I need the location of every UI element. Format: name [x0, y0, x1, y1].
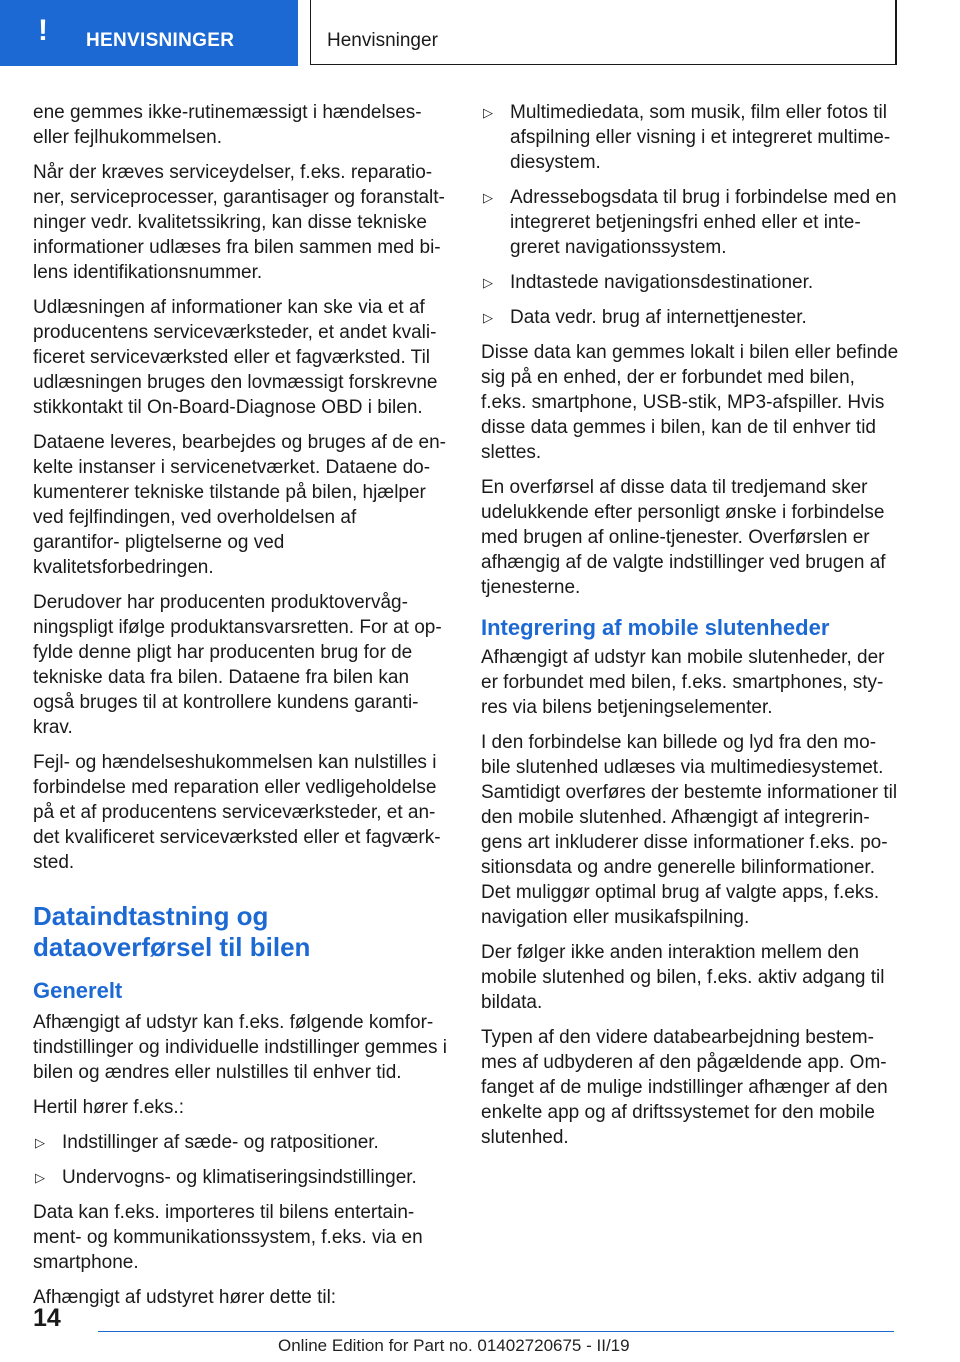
list-item-text: Undervogns- og klimatiseringsindstillinger. [62, 1167, 417, 1188]
footer-divider [98, 1331, 894, 1332]
list-item-text: Data vedr. brug af internettjenester. [510, 307, 807, 328]
paragraph: Data kan f.eks. importeres til bilens entertain‐ ment- og kommunikationssystem, f.eks. via en smartphone. [33, 1202, 423, 1273]
paragraph: Afhængigt af udstyret hører dette til: [33, 1287, 337, 1308]
list-item [481, 100, 899, 175]
chapter-title-box [310, 0, 897, 65]
triangle-bullet-icon: ▷ [35, 1170, 45, 1185]
paragraph: Udlæsningen af informationer kan ske via et af producentens serviceværksteder, et andet kvali‐ ficeret serviceværksted eller et fagværksted. Til udlæsningen bruges den lovmæssigt forskrevne stikkontakt til On-Board-Diagnose OBD i bilen. [33, 297, 438, 418]
list-item-text: Adressebogsdata til brug i forbindelse med en integreret betjeningsfri enhed eller et inte‐ greret navigationssystem. [510, 187, 897, 258]
section-tab-label: HENVISNINGER [86, 30, 235, 51]
paragraph: Afhængigt af udstyr kan mobile slutenheder, der er forbundet med bilen, f.eks. smartphones, sty‐ res via bilens betjeningselementer. [481, 647, 885, 718]
list-item-text: Indtastede navigationsdestinationer. [510, 272, 814, 293]
exclamation-icon: ! [38, 14, 48, 47]
paragraph: I den forbindelse kan billede og lyd fra den mo‐ bile slutenhed udlæses via multimediesystemet. Samtidigt overføres der bestemte informationer til den mobile slutenhed. Afhængigt af integrerin‐ gens art inkluderer disse informationer f.eks. po‐ sitionsdata og andre generelle bilinformationer. Det muliggør optimal brug af valgte apps, f.eks. navigation eller musikafspilning. [481, 732, 898, 928]
paragraph: Dataene leveres, bearbejdes og bruges af de en‐ kelte instanser i servicenetværket. Dataene do‐ kumenterer tekniske tilstande på bilen, hjælper ved fejlfindingen, ved overholdelsen af garantifor‐ pligtelserne og ved kvalitetsforbedringen. [33, 432, 446, 578]
section-tab [0, 0, 298, 66]
paragraph: Fejl- og hændelseshukommelsen kan nulstilles i forbindelse med reparation eller vedligeholdelse på et af producentens serviceværksteder, et an‐ det kvalificeret serviceværksted eller et fagværk‐ sted. [33, 752, 441, 873]
subsection-heading: Generelt [33, 978, 123, 1003]
list-item-text: Indstillinger af sæde- og ratpositioner. [62, 1132, 379, 1153]
triangle-bullet-icon: ▷ [483, 310, 493, 325]
triangle-bullet-icon: ▷ [483, 275, 493, 290]
left-column [33, 100, 447, 1320]
paragraph: Derudover har producenten produktovervåg‐ ningspligt ifølge produktansvarsretten. For at op‐ fylde denne pligt har producenten brug for de tekniske data fra bilen. Dataene fra bilen kan også bruges til at kontrollere kundens garanti‐ krav. [33, 592, 442, 738]
list-item [33, 1130, 447, 1155]
triangle-bullet-icon: ▷ [483, 190, 493, 205]
paragraph: Disse data kan gemmes lokalt i bilen eller befinde sig på en enhed, der er forbundet med bilen, f.eks. smartphone, USB-stik, MP3-afspiller. Hvis disse data gemmes i bilen, kan de til enhver tid slettes. [481, 342, 899, 463]
paragraph: Afhængigt af udstyr kan f.eks. følgende komfor‐ tindstillinger og individuelle indstillinger gemmes i bilen og ændres eller nulstilles til enhver tid. [33, 1012, 447, 1083]
paragraph: Når der kræves serviceydelser, f.eks. reparatio‐ ner, serviceprocesser, garantisager og foranstalt‐ ninger vedr. kvalitetssikring, kan disse tekniske informationer udlæses fra bilen sammen med bi‐ lens identifikationsnummer. [33, 162, 445, 283]
list-item [481, 270, 899, 295]
list-item [33, 1165, 447, 1190]
paragraph: Typen af den videre databearbejdning bestem‐ mes af udbyderen af den pågældende app. Om‐ fanget af de mulige indstillinger afhænger af den enkelte app og af driftssystemet for den mobile slutenhed. [481, 1027, 888, 1148]
footer-edition-text: Online Edition for Part no. 01402720675 - II/19 [278, 1336, 630, 1355]
list-item-text: Multimediedata, som musik, film eller fotos til afspilning eller visning i et integreret multime‐ diesystem. [510, 102, 891, 173]
triangle-bullet-icon: ▷ [483, 105, 493, 120]
list-item [481, 305, 899, 330]
right-column [481, 100, 899, 1160]
list-item [481, 185, 899, 260]
triangle-bullet-icon: ▷ [35, 1135, 45, 1150]
paragraph: Der følger ikke anden interaktion mellem den mobile slutenhed og bilen, f.eks. aktiv adgang til bildata. [481, 942, 885, 1013]
page-number: 14 [33, 1304, 61, 1332]
section-heading: Dataindtastning og dataoverførsel til bilen [33, 901, 311, 962]
chapter-title: Henvisninger [327, 30, 438, 51]
paragraph: En overførsel af disse data til tredjemand sker udelukkende efter personligt ønske i forbindelse med brugen af online-tjenester. Overførslen er afhængig af de valgte indstillinger ved brugen af tjenesterne. [481, 477, 886, 598]
paragraph: ene gemmes ikke-rutinemæssigt i hændelses‐ eller fejlhukommelsen. [33, 102, 422, 148]
section-heading: Integrering af mobile slutenheder [481, 615, 830, 640]
paragraph: Hertil hører f.eks.: [33, 1097, 184, 1118]
